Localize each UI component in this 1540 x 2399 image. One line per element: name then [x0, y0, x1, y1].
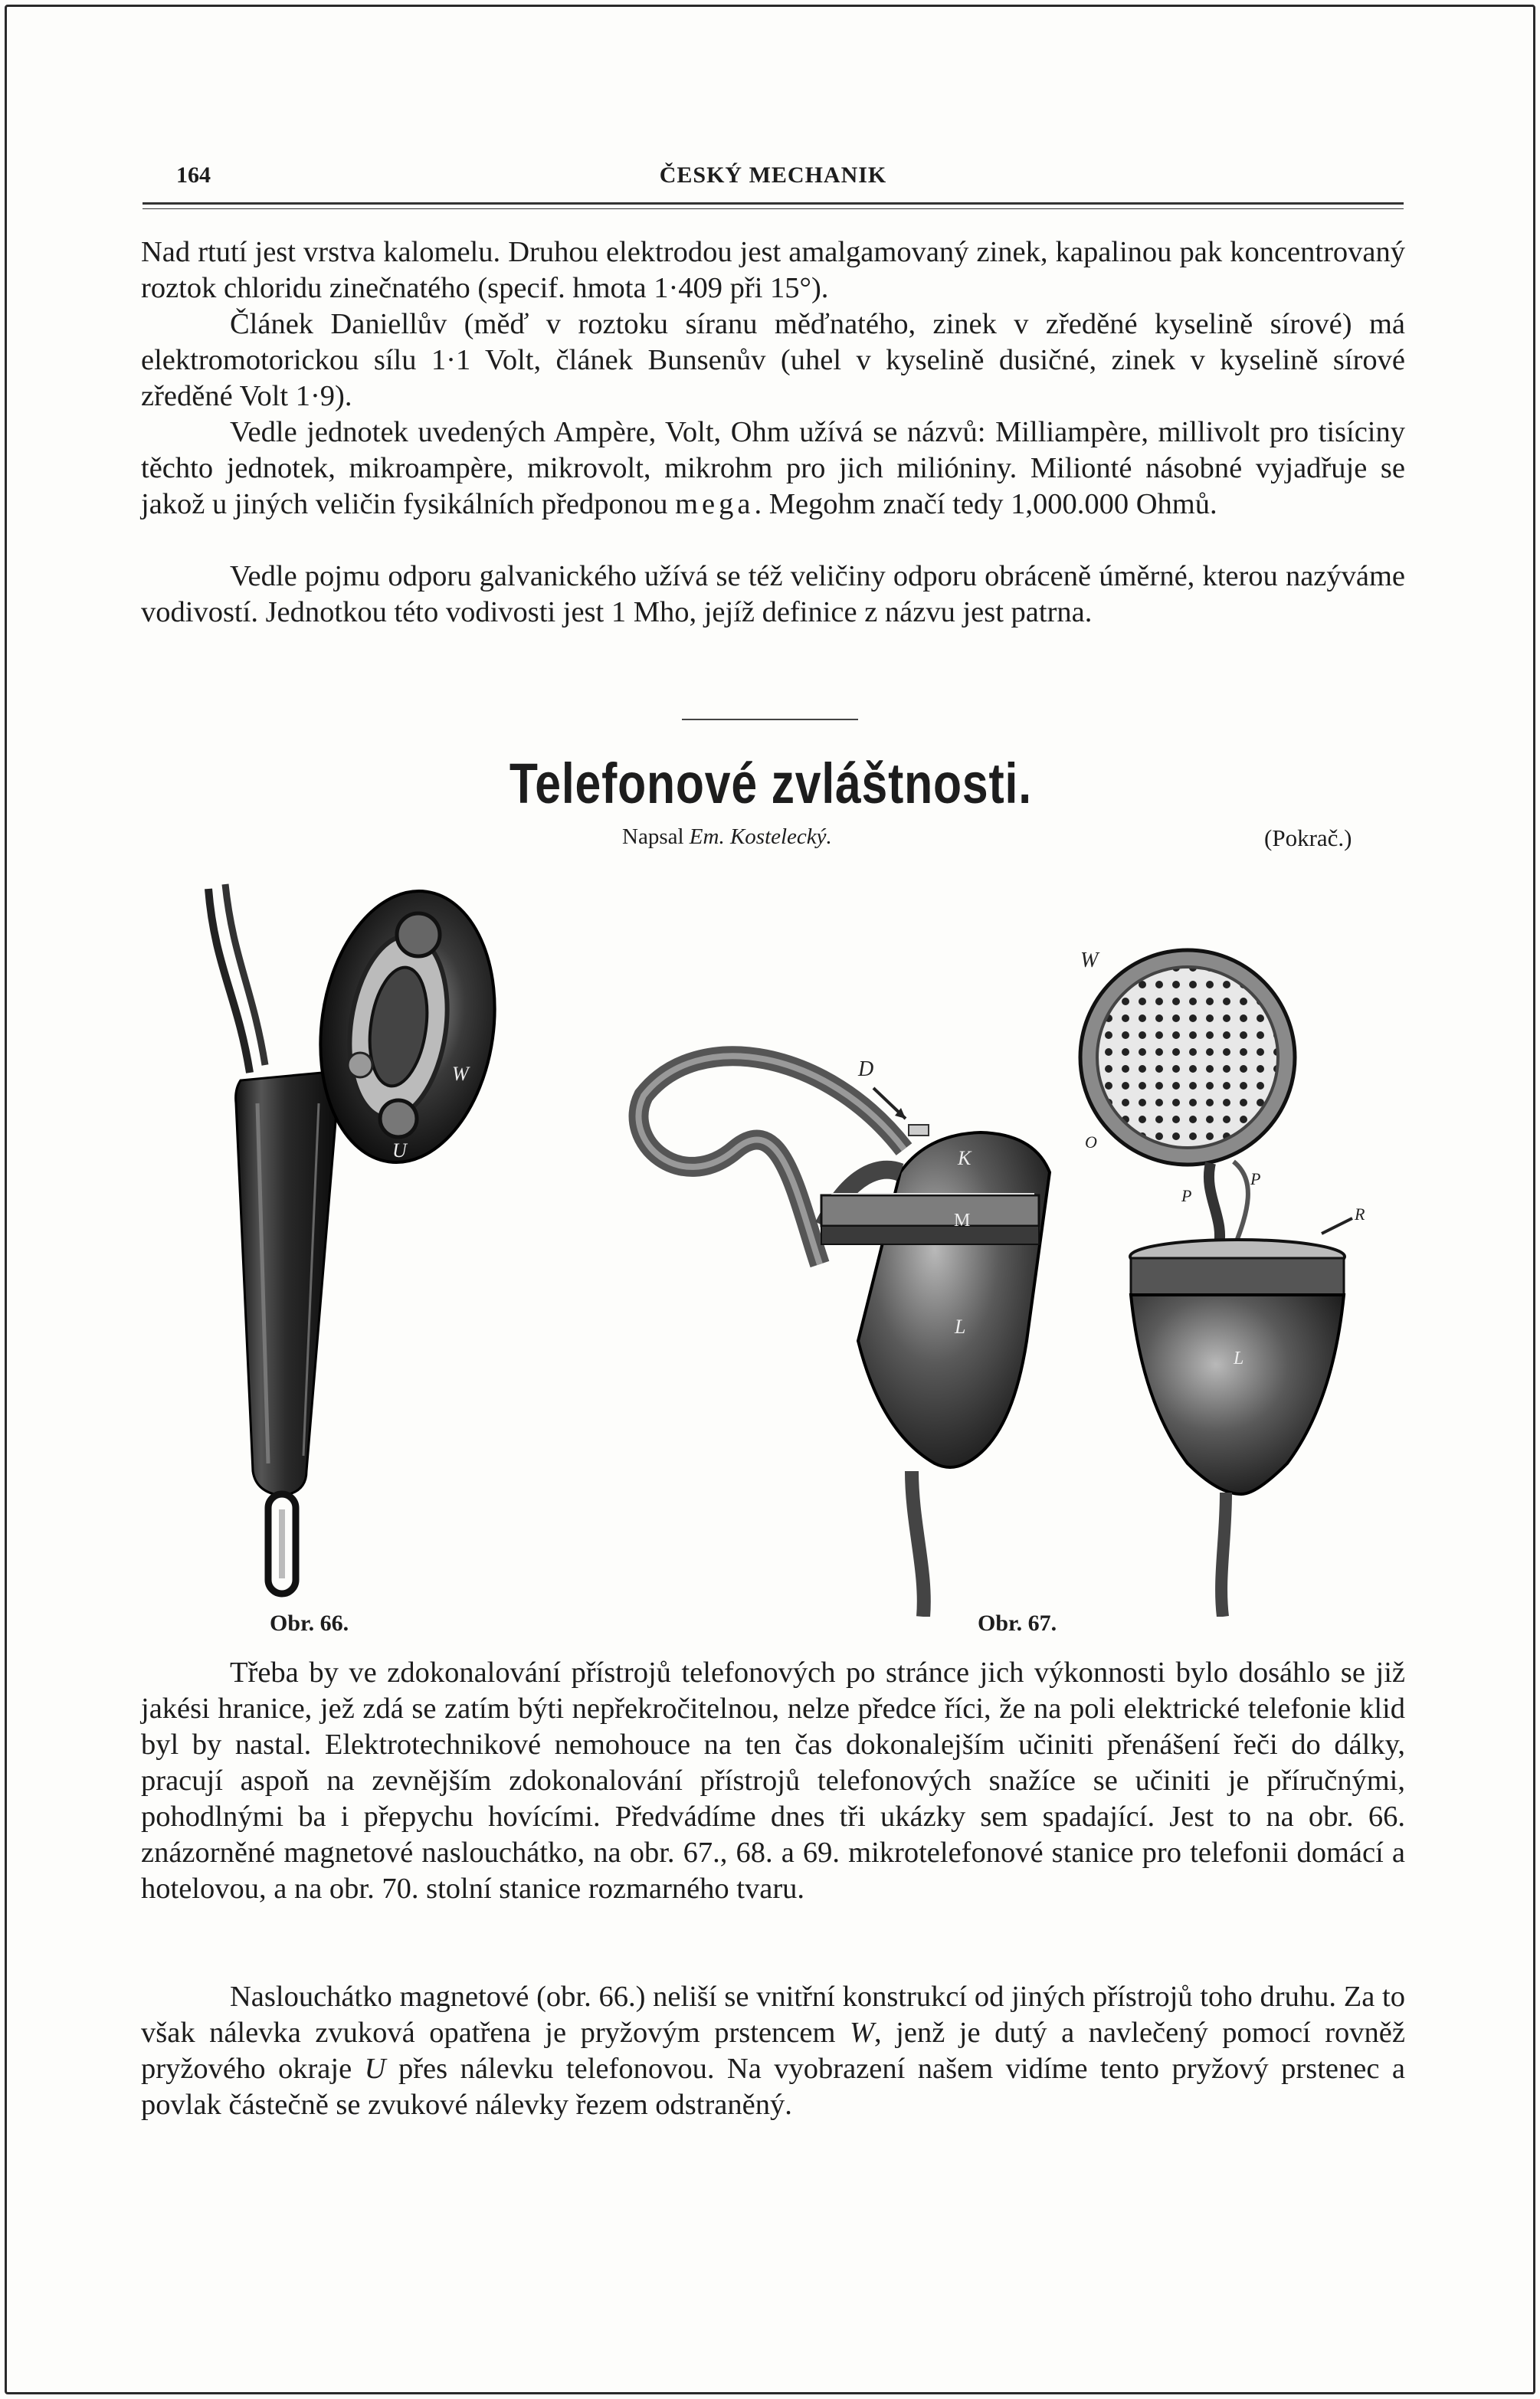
paragraph-2: Článek Daniellův (měď v roztoku síranu měďnatého, zinek v zředěné kyselině sírové) má elektromotorickou sílu 1·1 Volt, článek Bunsenův (uhel v kyselině dusičné, zinek v kyselině sírové zředěné Volt 1·9).	[141, 308, 1405, 412]
fig67-label-r: R	[1355, 1204, 1365, 1224]
paragraph-3-end: . Megohm značí tedy 1,000.000 Ohmů.	[754, 488, 1217, 520]
header-rule-thin	[143, 208, 1404, 209]
byline-prefix: Napsal	[622, 824, 684, 849]
byline	[622, 824, 832, 850]
paragraph-3-mega: mega	[675, 488, 755, 520]
fig67-label-k: K	[958, 1147, 972, 1169]
fig67-label-w: W	[1080, 949, 1099, 972]
paragraph-6-end: přes nálevku telefonovou. Na vyobrazení našem vidíme tento pryžový prstenec a povlak částečně se zvukové nálevky řezem odstraněný.	[141, 2053, 1405, 2121]
paragraph-6-u: U	[364, 2053, 386, 2085]
paragraph-6	[141, 1979, 1405, 2123]
fig67-label-o: O	[1085, 1132, 1097, 1152]
paragraph-5: Třeba by ve zdokonalování přístrojů telefonových po stránce jich výkonnosti bylo dosáhlo se již jakési hranice, jež zdá se zatím býti nepřekročitelnou, nelze předce říci, že na poli elektrické telefonie klid byl by nastal. Elektrotechnikové nemohouce na ten čas dokonalejším učiniti přenášení řeči do dálky, pracují aspoň na zevnějším zdokonalování přístrojů telefonových snažíce se učiniti je příručnými, pohodlnými ba i přepychu hovícími. Předvádíme dnes tři ukázky sem spadající. Jest to na obr. 66. znázorněné magnetové naslouchátko, na obr. 67., 68. a 69. mikrotelefonové stanice pro telefonii domácí a hotelovou, a na obr. 70. stolní stanice rozmarného tvaru.	[141, 1657, 1405, 1905]
figure-67-caption: Obr. 67.	[978, 1611, 1057, 1636]
fig67-label-p2: P	[1250, 1169, 1261, 1188]
fig67-label-p: P	[1181, 1186, 1192, 1205]
article-title: Telefonové zvláštnosti.	[509, 752, 1032, 815]
running-header	[143, 158, 1404, 196]
fig67-label-d: D	[858, 1057, 874, 1081]
header-rule	[143, 202, 1404, 205]
paragraph-6-w: W	[849, 2017, 875, 2049]
paragraph-3-text: Vedle jednotek uvedených Ampère, Volt, Ohm užívá se názvů: Milliampère, millivolt pro tisíciny těchto jednotek, mikroampère, mikrovolt, mikrohm pro jich milióniny. Milionté násobné vyjadřuje se jakož u jiných veličin fysikálních předponou	[141, 416, 1405, 520]
figure-66-earpiece	[192, 873, 513, 1609]
author-name: Em. Kostelecký.	[689, 824, 832, 849]
fig67-label-l: L	[955, 1316, 966, 1338]
continuation-note: (Pokrač.)	[1264, 824, 1352, 851]
fig67-label-m: M	[954, 1211, 971, 1231]
journal-title: ČESKÝ MECHANIK	[659, 162, 887, 188]
fig66-label-u: U	[392, 1139, 407, 1162]
fig67-label-l2: L	[1234, 1349, 1244, 1368]
paragraph-6-mid: , jenž je dutý a navlečený pomocí rovněž pryžového okraje	[141, 2017, 1405, 2085]
paragraph-4: Vedle pojmu odporu galvanického užívá se též veličiny odporu obráceně úměrné, kterou nazýváme vodivostí. Jednotkou této vodivosti jest 1 Mho, jejíž definice z názvu jest patrna.	[141, 560, 1405, 628]
fig66-label-w: W	[452, 1063, 469, 1085]
paragraph-3	[141, 415, 1405, 523]
paragraph-1: Nad rtutí jest vrstva kalomelu. Druhou elektrodou jest amalgamovaný zinek, kapalinou pak koncentrovaný roztok chloridu zinečnatého (specif. hmota 1·409 při 15°).	[141, 236, 1405, 304]
figure-67-microtelephone	[628, 942, 1394, 1617]
page-number: 164	[176, 162, 211, 188]
figure-66-caption: Obr. 66.	[270, 1611, 349, 1636]
section-divider	[682, 719, 858, 720]
paragraph-6-text: Naslouchátko magnetové (obr. 66.) neliší se vnitřní konstrukcí od jiných přístrojů toho druhu. Za to však nálevka zvuková opatřena je pryžovým prstencem	[141, 1981, 1405, 2049]
